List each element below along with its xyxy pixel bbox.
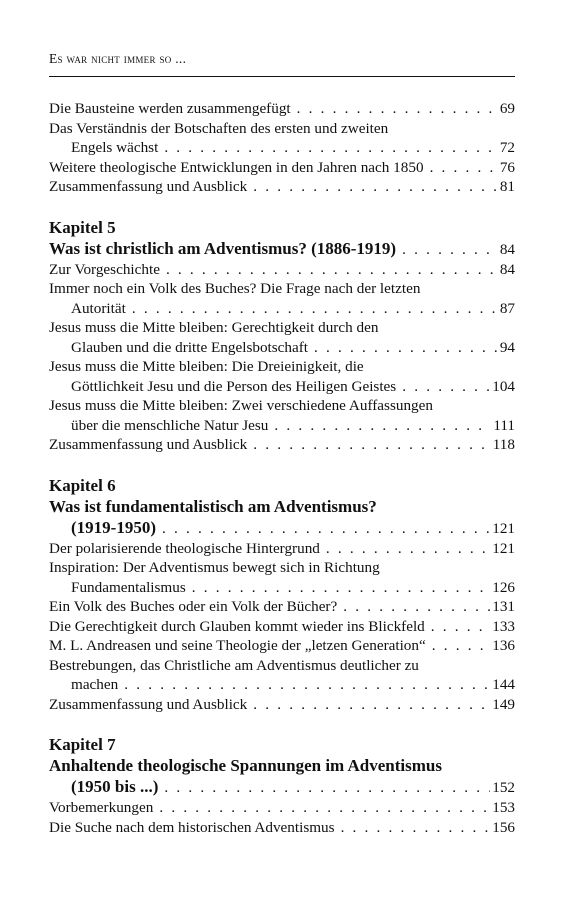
page-number: 121 (492, 539, 515, 557)
entry-title-line: Was ist christlich am Adventismus? (1886-1919) (49, 238, 397, 258)
page-number: 126 (492, 578, 515, 596)
dot-leader (274, 416, 491, 436)
entry-title-line: Bestrebungen, das Christliche am Adventismus deutlicher zu (49, 656, 419, 674)
entry-title-line: Engels wächst (71, 139, 159, 156)
toc-entry (49, 318, 515, 357)
toc-entry (49, 177, 515, 197)
entry-title-line: Immer noch ein Volk des Buches? Die Frage nach der letzten (49, 280, 421, 297)
toc-entry (49, 656, 515, 695)
page-number: 136 (492, 637, 515, 654)
toc-entry (49, 119, 515, 158)
entry-title-line: machen (71, 676, 119, 693)
chapter-label: Kapitel 6 (49, 475, 116, 495)
entry-title-line: Das Verständnis der Botschaften des ersten und zweiten (49, 119, 389, 137)
dot-leader (164, 777, 490, 798)
page-number: 153 (492, 799, 515, 816)
entry-title-line: Die Suche nach dem historischen Adventismus (49, 818, 335, 836)
page-number: 69 (499, 100, 515, 117)
page-number: 84 (499, 260, 515, 278)
toc-entry (49, 435, 515, 455)
toc-entry (49, 617, 515, 637)
page-number: 76 (499, 158, 515, 176)
dot-leader (253, 435, 491, 455)
page-number: 84 (499, 240, 515, 258)
dot-leader (162, 518, 490, 539)
entry-title-line: (1950 bis ...) (71, 777, 159, 796)
entry-title-line: Jesus muss die Mitte bleiben: Gerechtigkeit durch den (49, 319, 379, 336)
toc-entry (49, 818, 515, 838)
entry-title-line: über die menschliche Natur Jesu (71, 416, 269, 434)
page-number: 156 (492, 818, 515, 836)
dot-leader (431, 617, 490, 637)
toc-entry (49, 597, 515, 617)
entry-title-line: Inspiration: Der Adventismus bewegt sich in Richtung (49, 559, 380, 576)
chapter-title-entry (49, 496, 515, 539)
dot-leader (132, 299, 498, 319)
entry-title-line: Der polarisierende theologische Hintergrund (49, 539, 320, 557)
dot-leader (341, 818, 491, 838)
entry-title-line: Zusammenfassung und Ausblick (49, 436, 248, 453)
entry-title-line: Glauben und die dritte Engelsbotschaft (71, 338, 309, 356)
header-rule (49, 76, 515, 77)
entry-title-line: Ein Volk des Buches oder ein Volk der Bücher? (49, 598, 338, 615)
page-number: 111 (493, 416, 515, 434)
dot-leader (402, 377, 490, 397)
entry-title-line: M. L. Andreasen und seine Theologie der „letzen Generation“ (49, 637, 426, 654)
toc-entry (49, 260, 515, 280)
page-number: 144 (492, 676, 515, 693)
page-number: 72 (499, 139, 515, 156)
page-number: 131 (492, 598, 515, 615)
entry-title-line: Zusammenfassung und Ausblick (49, 695, 248, 713)
entry-title-line: Göttlichkeit Jesu und die Person des Heiligen Geistes (71, 377, 397, 395)
table-of-contents (49, 99, 515, 837)
page-number: 104 (492, 377, 515, 395)
dot-leader (192, 578, 490, 598)
dot-leader (124, 675, 490, 695)
chapter-label: Kapitel 7 (49, 735, 116, 754)
dot-leader (432, 636, 490, 656)
dot-leader (314, 338, 498, 358)
toc-entry (49, 539, 515, 559)
entry-title-line: Jesus muss die Mitte bleiben: Die Dreieinigkeit, die (49, 358, 364, 375)
dot-leader (430, 158, 498, 178)
entry-title-line: Jesus muss die Mitte bleiben: Zwei verschiedene Auffassungen (49, 397, 433, 414)
entry-title-line: Weitere theologische Entwicklungen in den Jahren nach 1850 (49, 158, 424, 176)
page-number: 87 (499, 299, 515, 317)
page-number: 152 (492, 779, 515, 796)
chapter-title-entry (49, 238, 515, 260)
toc-entry (49, 636, 515, 656)
entry-title-line: Zusammenfassung und Ausblick (49, 178, 248, 195)
entry-title-line: Zur Vorgeschichte (49, 260, 160, 278)
toc-entry (49, 695, 515, 715)
dot-leader (159, 798, 490, 818)
entry-title-line: (1919-1950) (71, 517, 156, 537)
toc-entry (49, 798, 515, 818)
entry-title-line: Die Gerechtigkeit durch Glauben kommt wieder ins Blickfeld (49, 617, 425, 635)
dot-leader (402, 239, 498, 260)
entry-title-line: Fundamentalismus (71, 578, 186, 596)
entry-title-line: Was ist fundamentalistisch am Adventismus? (49, 496, 377, 516)
chapter-title-entry (49, 755, 515, 798)
entry-title-line: Vorbemerkungen (49, 799, 154, 816)
dot-leader (253, 177, 498, 197)
entry-title-line: Autorität (71, 299, 126, 317)
dot-leader (164, 138, 498, 158)
dot-leader (326, 539, 490, 559)
toc-entry (49, 99, 515, 119)
dot-leader (343, 597, 490, 617)
page-number: 149 (492, 695, 515, 713)
page-number: 81 (499, 178, 515, 195)
toc-entry (49, 279, 515, 318)
dot-leader (166, 260, 498, 280)
toc-entry (49, 357, 515, 396)
toc-entry (49, 558, 515, 597)
dot-leader (297, 99, 498, 119)
entry-title-line: Die Bausteine werden zusammengefügt (49, 100, 291, 117)
page-number: 118 (492, 436, 515, 453)
running-header: Es war nicht immer so ... (49, 51, 187, 66)
entry-title-line: Anhaltende theologische Spannungen im Adventismus (49, 756, 442, 775)
page-number: 121 (492, 519, 515, 537)
dot-leader (253, 695, 490, 715)
page-number: 133 (492, 617, 515, 635)
page-number: 94 (499, 338, 515, 356)
toc-entry (49, 396, 515, 435)
toc-entry (49, 158, 515, 178)
chapter-label: Kapitel 5 (49, 217, 116, 237)
